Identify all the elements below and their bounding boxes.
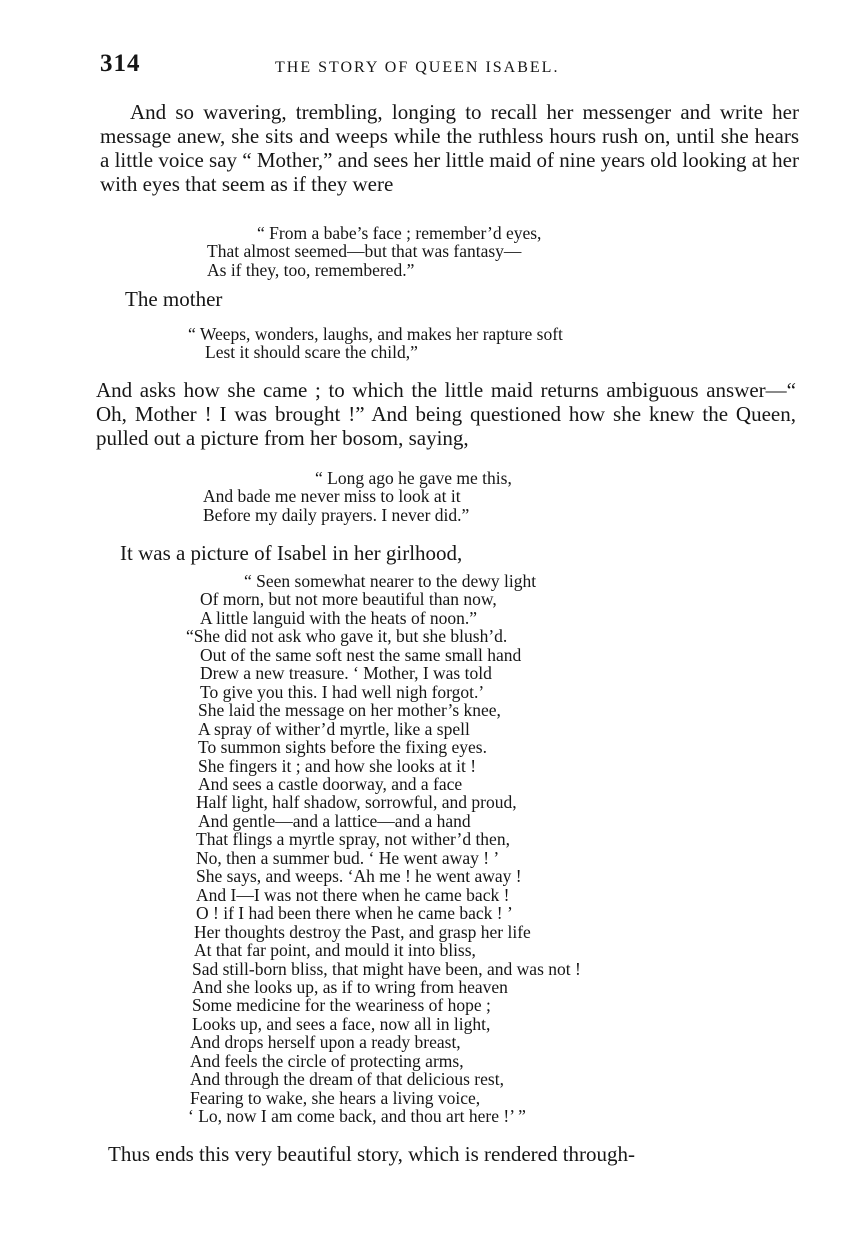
- verse-line: Fearing to wake, she hears a living voice,: [190, 1087, 481, 1108]
- verse-line: And she looks up, as if to wring from heaven: [192, 976, 508, 997]
- verse-line: As if they, too, remembered.”: [207, 259, 415, 280]
- verse-line: “ Long ago he gave me this,: [315, 468, 512, 488]
- paragraph-2: The mother: [125, 287, 223, 311]
- verse-quote-3: [203, 469, 512, 524]
- verse-line: That flings a myrtle spray, not wither’d then,: [196, 829, 510, 850]
- verse-line: A little languid with the heats of noon.”: [200, 607, 478, 628]
- verse-line: “She did not ask who gave it, but she blush’d.: [186, 626, 508, 647]
- paragraph-5: Thus ends this very beautiful story, which is rendered through-: [108, 1142, 636, 1166]
- paragraph-4: It was a picture of Isabel in her girlhood,: [120, 541, 463, 565]
- verse-line: Her thoughts destroy the Past, and grasp her life: [194, 921, 531, 942]
- verse-line: And sees a castle doorway, and a face: [198, 773, 463, 794]
- page-number: 314: [100, 50, 141, 77]
- verse-line: And drops herself upon a ready breast,: [190, 1032, 461, 1053]
- verse-line: And bade me never miss to look at it: [203, 486, 461, 507]
- verse-line: And through the dream of that delicious rest,: [190, 1069, 504, 1090]
- verse-line: No, then a summer bud. ‘ He went away ! ’: [196, 847, 500, 868]
- verse-line: And feels the circle of protecting arms,: [190, 1050, 464, 1071]
- verse-quote-1: [207, 224, 541, 279]
- verse-line: That almost seemed—but that was fantasy—: [207, 241, 522, 262]
- verse-line: To give you this. I had well nigh forgot.’: [200, 681, 485, 702]
- verse-line: She laid the message on her mother’s knee,: [198, 700, 501, 721]
- verse-line: “ Weeps, wonders, laughs, and makes her rapture soft: [188, 324, 563, 344]
- verse-line: She fingers it ; and how she looks at it !: [198, 755, 477, 776]
- verse-line: At that far point, and mould it into bliss,: [194, 940, 476, 961]
- verse-line: O ! if I had been there when he came back ! ’: [196, 903, 513, 924]
- verse-line: Before my daily prayers. I never did.”: [203, 504, 470, 525]
- verse-line: Looks up, and sees a face, now all in light,: [192, 1013, 491, 1034]
- verse-line: Half light, half shadow, sorrowful, and proud,: [196, 792, 517, 813]
- verse-line: Sad still-born bliss, that might have been, and was not !: [192, 958, 581, 979]
- verse-line: And I—I was not there when he came back !: [196, 884, 510, 905]
- running-title: THE STORY OF QUEEN ISABEL.: [275, 59, 560, 76]
- paragraph-3: And asks how she came ; to which the little maid returns ambiguous answer—“ Oh, Mother ! I was brought !” And being questioned how she knew the Queen, pulled out a picture from her bosom, saying,: [96, 378, 796, 450]
- verse-line: Of morn, but not more beautiful than now,: [200, 589, 497, 610]
- verse-quote-4: [186, 572, 581, 1126]
- verse-line: And gentle—and a lattice—and a hand: [198, 810, 471, 831]
- verse-line: ‘ Lo, now I am come back, and thou art here !’ ”: [188, 1106, 526, 1127]
- verse-quote-2: [188, 325, 563, 362]
- verse-line: Lest it should scare the child,”: [205, 342, 418, 363]
- verse-line: Drew a new treasure. ‘ Mother, I was told: [200, 663, 492, 684]
- verse-line: She says, and weeps. ‘Ah me ! he went away !: [196, 866, 522, 887]
- verse-line: To summon sights before the fixing eyes.: [198, 737, 487, 758]
- verse-line: “ From a babe’s face ; remember’d eyes,: [257, 223, 542, 243]
- paragraph-1: And so wavering, trembling, longing to recall her messenger and write her message anew, she sits and weeps while the ruthless hours rush on, until she hears a little voice say “ Mother,” and sees her little maid of nine years old looking at her with eyes that seem as if they were: [100, 100, 799, 196]
- verse-line: Out of the same soft nest the same small hand: [200, 644, 522, 665]
- page-header: [100, 50, 800, 80]
- verse-line: Some medicine for the weariness of hope ;: [192, 995, 491, 1016]
- verse-line: A spray of wither’d myrtle, like a spell: [198, 718, 470, 739]
- verse-line: “ Seen somewhat nearer to the dewy light: [244, 571, 537, 591]
